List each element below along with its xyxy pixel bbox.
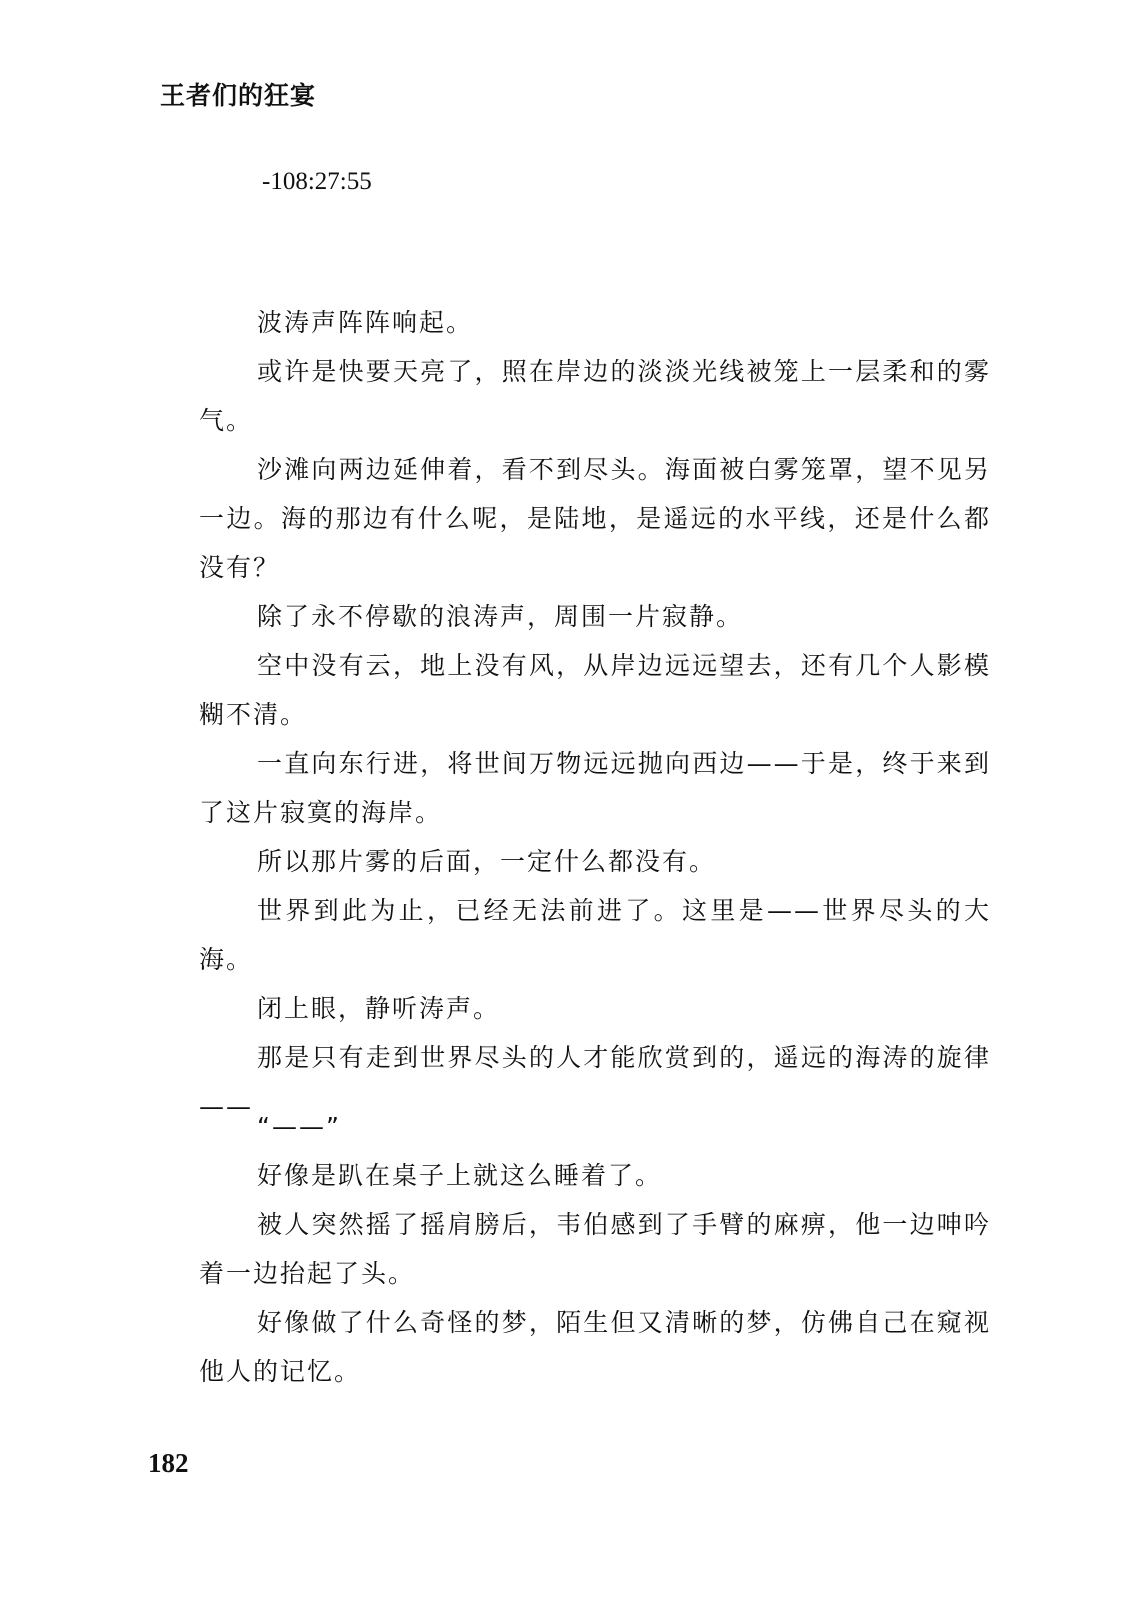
text-section-1	[199, 298, 991, 1131]
paragraph: 沙滩向两边延伸着，看不到尽头。海面被白雾笼罩，望不见另一边。海的那边有什么呢，是陆地，是遥远的水平线，还是什么都没有？	[199, 455, 991, 582]
text-section-2	[199, 1102, 991, 1396]
paragraph: 除了永不停歇的浪涛声，周围一片寂静。	[257, 602, 744, 631]
paragraph: 一直向东行进，将世间万物远远抛向西边——于是，终于来到了这片寂寞的海岸。	[199, 749, 991, 827]
paragraph: 或许是快要天亮了，照在岸边的淡淡光线被笼上一层柔和的雾气。	[199, 357, 991, 435]
paragraph: 空中没有云，地上没有风，从岸边远远望去，还有几个人影模糊不清。	[199, 651, 991, 729]
paragraph: 世界到此为止，已经无法前进了。这里是——世界尽头的大海。	[199, 896, 991, 974]
chapter-timestamp: -108:27:55	[262, 168, 372, 195]
paragraph: 被人突然摇了摇肩膀后，韦伯感到了手臂的麻痹，他一边呻吟着一边抬起了头。	[199, 1210, 991, 1288]
paragraph: 好像是趴在桌子上就这么睡着了。	[257, 1161, 663, 1190]
paragraph: 好像做了什么奇怪的梦，陌生但又清晰的梦，仿佛自己在窥视他人的记忆。	[199, 1308, 991, 1386]
paragraph: 所以那片雾的后面，一定什么都没有。	[257, 847, 717, 876]
paragraph: 闭上眼，静听涛声。	[257, 994, 501, 1023]
page-number: 182	[148, 1448, 189, 1478]
paragraph: 那是只有走到世界尽头的人才能欣赏到的，遥远的海涛的旋律——	[199, 1043, 991, 1121]
paragraph: “——”	[257, 1112, 341, 1141]
running-head-title: 王者们的狂宴	[160, 81, 317, 110]
paragraph: 波涛声阵阵响起。	[257, 308, 474, 337]
